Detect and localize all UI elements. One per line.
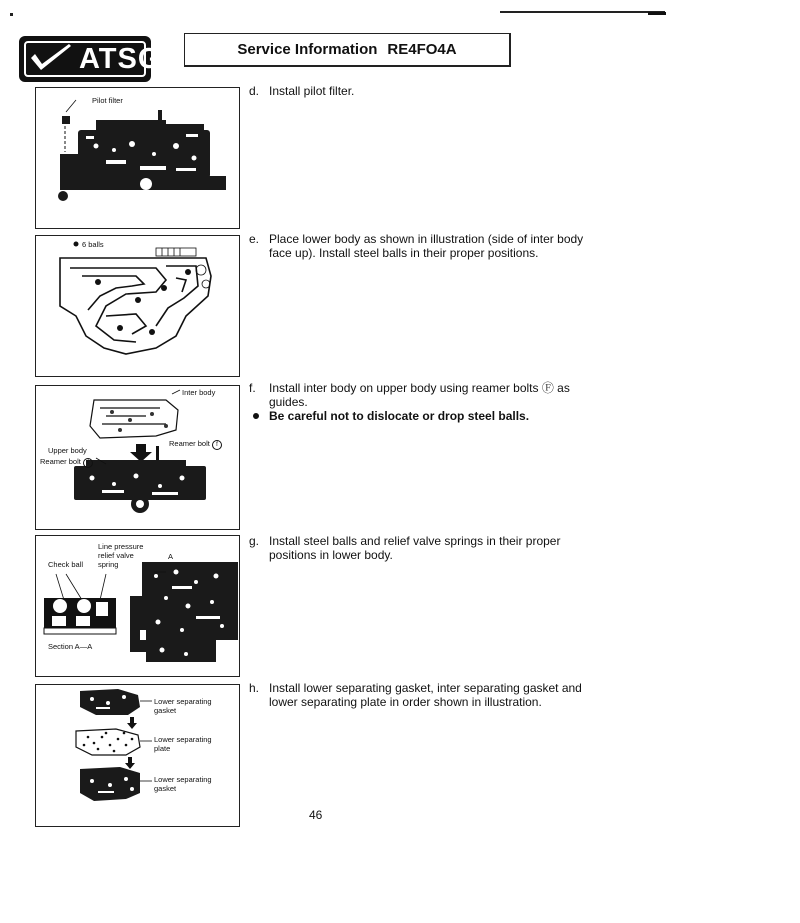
label-lower-separating-gasket-bottom: Lower separating	[154, 775, 212, 784]
check-ball-section-illustration	[36, 536, 239, 676]
label-pilot-filter: Pilot filter	[92, 96, 123, 105]
lower-body-illustration	[36, 236, 239, 376]
label-gasket-top: gasket	[154, 706, 177, 715]
figure-separating-plate	[35, 684, 240, 827]
valve-body-illustration	[36, 88, 239, 228]
checkmark-icon	[29, 44, 73, 74]
figure-six-balls	[35, 235, 240, 377]
label-six-balls: 6 balls	[82, 240, 104, 249]
step-text: Place lower body as shown in illustration (side of inter body face up). Install steel balls in their proper positions.	[269, 232, 584, 260]
step-letter: e.	[249, 232, 260, 246]
step-letter: g.	[249, 534, 260, 548]
header-rule	[500, 11, 665, 13]
label-upper-body: Upper body	[48, 446, 87, 455]
label-gasket-bottom: gasket	[154, 784, 177, 793]
label-reamer-bolt-left: Reamer bolt f	[40, 457, 93, 468]
atsg-logo	[19, 36, 162, 82]
separating-gasket-illustration	[36, 685, 239, 826]
label-inter-body: Inter body	[182, 388, 216, 397]
label-lower-separating-gasket-top: Lower separating	[154, 697, 212, 706]
model-number: RE4FO4A	[387, 41, 457, 58]
figure-pilot-filter	[35, 87, 240, 229]
step-letter: f.	[249, 381, 256, 395]
scan-mark	[10, 13, 13, 16]
step-text: Install lower separating gasket, inter separating gasket and lower separating plate in order shown in illustration.	[269, 681, 582, 709]
step-letter: h.	[249, 681, 260, 695]
label-check-ball: Check ball	[48, 560, 84, 569]
page-title-box	[184, 33, 511, 67]
caution-text: Be careful not to dislocate or drop steel balls.	[269, 409, 530, 423]
label-reamer-bolt-right: Reamer bolt f	[169, 439, 222, 450]
step-text: Install steel balls and relief valve springs in their proper positions in lower body.	[269, 534, 561, 562]
label-section-aa: Section A—A	[48, 642, 93, 651]
label-section-marker: A	[168, 552, 174, 561]
bullet-icon	[253, 413, 259, 419]
page-title: Service Information	[237, 41, 378, 58]
step-text: Install pilot filter.	[269, 84, 355, 98]
logo-text: ATSG	[79, 43, 162, 75]
step-text: Install inter body on upper body using reamer bolts Ⓕ as guides.	[269, 381, 570, 409]
label-plate: plate	[154, 744, 171, 753]
label-relief-valve: relief valve	[98, 551, 134, 560]
label-line-pressure: Line pressure	[98, 542, 144, 551]
header-rule-mark	[648, 12, 666, 15]
figure-check-ball	[35, 535, 240, 677]
figure-inter-body	[35, 385, 240, 530]
page-number: 46	[309, 808, 323, 822]
label-spring: spring	[98, 560, 119, 569]
step-letter: d.	[249, 84, 260, 98]
label-lower-separating-plate: Lower separating	[154, 735, 212, 744]
